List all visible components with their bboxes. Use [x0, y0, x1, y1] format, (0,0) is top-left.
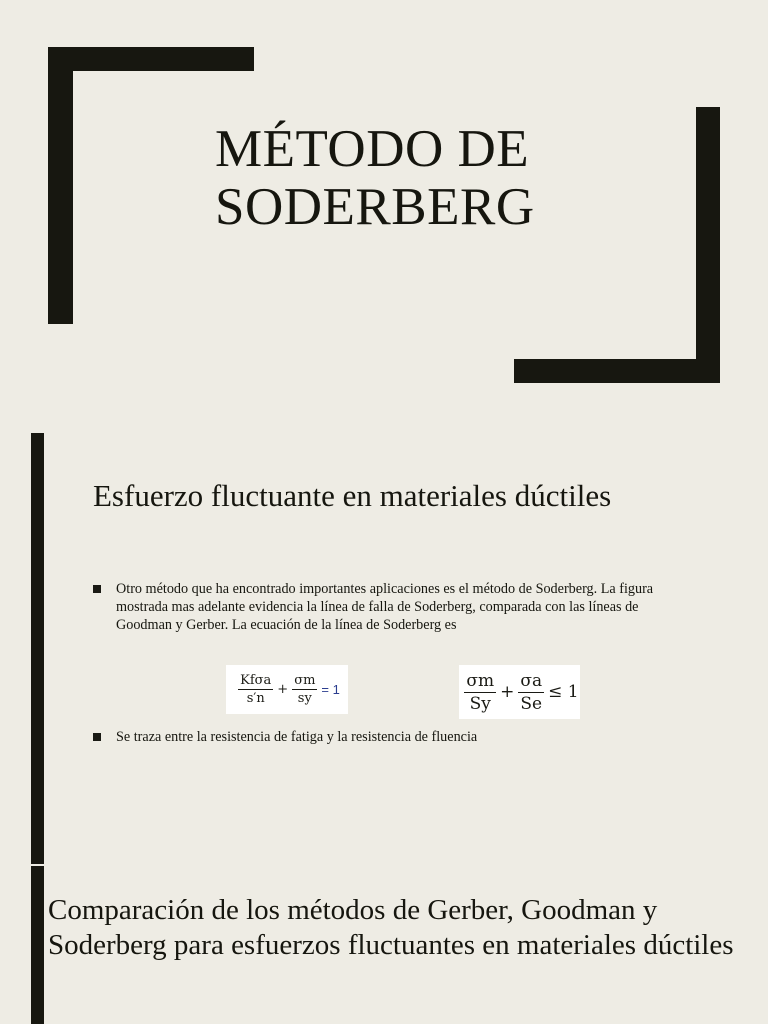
frame-bottom-right-horizontal [514, 359, 720, 383]
section-subtitle: Esfuerzo fluctuante en materiales dúctiles [93, 478, 612, 513]
bullet-item [93, 728, 693, 746]
bullet-text: Se traza entre la resistencia de fatiga y la resistencia de fluencia [116, 729, 478, 745]
page-title [215, 120, 535, 236]
bullet-square-icon [93, 585, 101, 593]
footer-accent-bar [31, 866, 44, 1024]
equals-one: = 1 [321, 682, 340, 697]
plus-sign: + [277, 682, 289, 697]
formula-soderberg-2 [459, 665, 580, 719]
footer-heading: Comparación de los métodos de Gerber, Goodman y Soderberg para esfuerzos fluctuantes en materiales dúctiles [48, 894, 734, 961]
fraction: $\frac{\text{Kfσa}}{s'n}$ [240, 673, 272, 706]
fraction: $\frac{\sigma a}{Se}$ [520, 670, 543, 714]
title-line-2: SODERBERG [215, 178, 535, 236]
less-equal-one: ≤ 1 [548, 682, 579, 702]
plus-sign: + [500, 682, 515, 702]
fraction: $\frac{\sigma m}{Sy}$ [466, 670, 495, 714]
frame-top-left-horizontal [48, 47, 254, 71]
title-line-1: MÉTODO DE [215, 120, 530, 178]
frame-bottom-right-vertical [696, 107, 720, 383]
bullet-item [93, 580, 693, 634]
frame-top-left-vertical [48, 47, 73, 324]
bullet-text: Otro método que ha encontrado importantes aplicaciones es el método de Soderberg. La figura mostrada mas adelante evidencia la línea de falla de Soderberg, comparada con las líneas de Goodman y Gerber. La ecuación de la línea de Soderberg es [116, 581, 654, 633]
section-accent-bar [31, 433, 44, 864]
fraction: $\frac{\sigma m}{sy}$ [294, 673, 316, 706]
formula-soderberg-1 [226, 665, 348, 714]
bullet-square-icon [93, 733, 101, 741]
